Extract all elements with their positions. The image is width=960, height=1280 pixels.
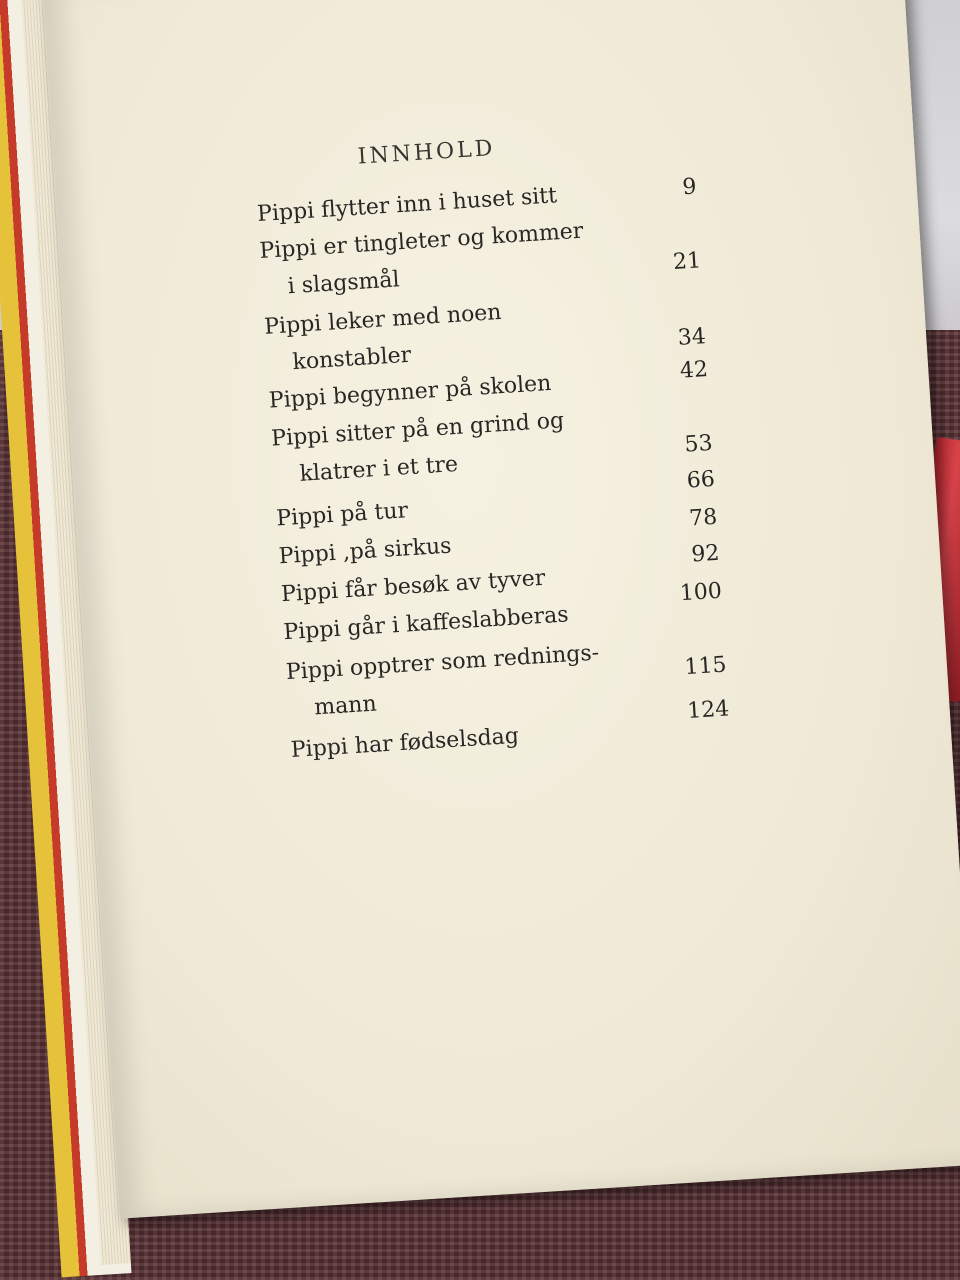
toc-heading: INNHOLD	[357, 136, 497, 170]
toc-entry-title: Pippi sitter på en grind og	[270, 408, 565, 452]
toc-entry-title: Pippi får besøk av tyver	[280, 565, 547, 608]
toc-entry-title-continued: i slagsmål	[287, 267, 401, 300]
toc-entry-title: Pippi på tur	[275, 498, 409, 532]
bleed-through-text	[748, 512, 954, 942]
toc-entry-title-continued: klatrer i et tre	[298, 451, 459, 487]
toc-page-number: 34	[677, 324, 707, 351]
toc-page-number: 53	[683, 430, 714, 458]
toc-entry-title: Pippi har fødselsdag	[290, 723, 520, 763]
toc-page-number: 21	[672, 248, 702, 276]
toc-entry-title: Pippi er tingleter og kommer	[258, 218, 585, 264]
toc-entry-title: Pippi går i kaffeslabberas	[282, 602, 570, 646]
toc-entry-title-continued: mann	[313, 691, 378, 721]
toc-entry-title: Pippi flytter inn i huset sitt	[256, 183, 558, 228]
toc-page-number: 124	[686, 696, 731, 725]
toc-entry-title: Pippi opptrer som rednings-	[285, 640, 600, 686]
toc-entry-title: Pippi leker med noen	[263, 299, 503, 340]
toc-page-number: 92	[690, 540, 721, 568]
toc-entry-title-continued: konstabler	[291, 342, 412, 376]
toc-page-number: 42	[679, 357, 709, 384]
toc-page-number: 115	[683, 652, 728, 681]
toc-entry-title: Pippi begynner på skolen	[268, 370, 553, 414]
toc-page-number: 66	[686, 466, 716, 494]
toc-page-number: 100	[679, 578, 723, 607]
toc-page-number: 9	[681, 174, 698, 201]
book-page	[43, 0, 960, 1219]
table-of-contents	[253, 122, 731, 763]
toc-entry-title: Pippi ‚på sirkus	[278, 533, 453, 570]
toc-page-number: 78	[688, 504, 718, 532]
